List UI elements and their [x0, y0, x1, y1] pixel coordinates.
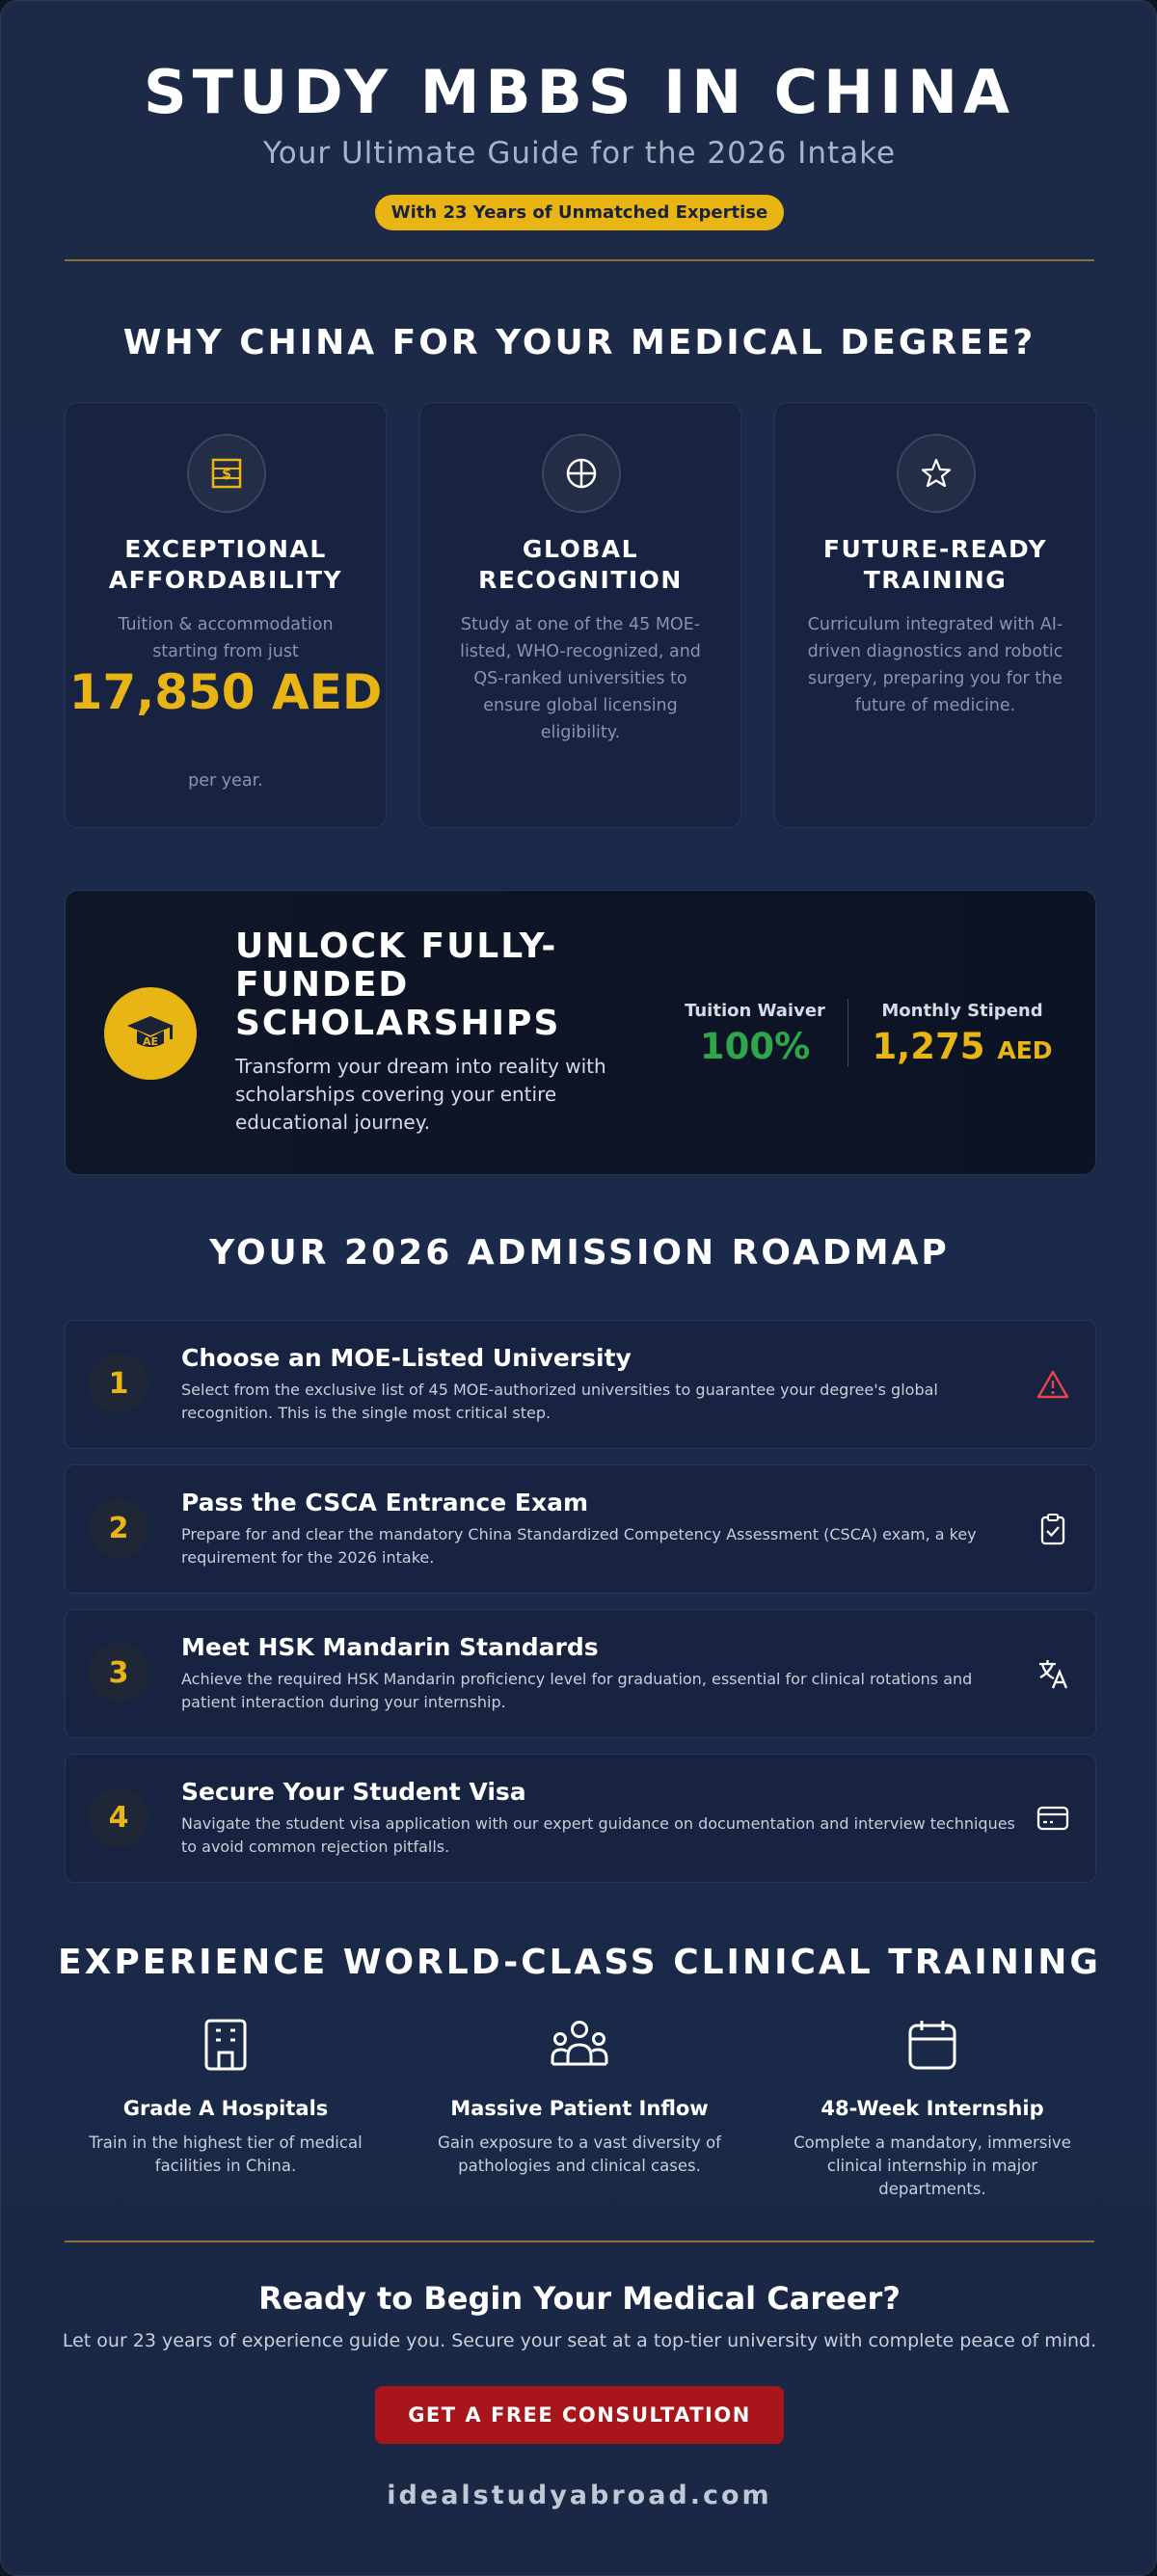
calendar-icon [761, 2018, 1104, 2076]
free-consultation-button[interactable]: GET A FREE CONSULTATION [375, 2386, 784, 2444]
why-card-title: FUTURE-READY TRAINING [822, 535, 1048, 594]
roadmap-step-1 [65, 1320, 1096, 1449]
clinical-item-title: Grade A Hospitals [122, 2097, 329, 2120]
roadmap-section-title: YOUR 2026 ADMISSION ROADMAP [209, 1233, 950, 1273]
language-icon [1034, 1654, 1072, 1693]
why-card-text: Curriculum integrated with AI-driven diagnostics and robotic surgery, preparing you for the future of medicine. [807, 615, 1063, 715]
clinical-item-text: Gain exposure to a vast diversity of pathologies and clinical cases. [438, 2133, 721, 2175]
card-icon [1034, 1799, 1072, 1838]
page-title: STUDY MBBS IN CHINA [143, 57, 1016, 127]
step-title: Meet HSK Mandarin Standards [181, 1633, 599, 1661]
step-description: Prepare for and clear the mandatory China Standardized Competency Assessment (CSCA) exam, a key requirement for the 2026 intake. [181, 1525, 977, 1567]
warning-icon [1034, 1365, 1072, 1404]
roadmap-step-4 [65, 1754, 1096, 1883]
roadmap-step-2 [65, 1464, 1096, 1594]
scholarship-description: Transform your dream into reality with scholarships covering your entire educational journey. [235, 1055, 606, 1134]
svg-text:$: $ [222, 467, 231, 482]
clinical-item-title: 48-Week Internship [821, 2097, 1044, 2120]
why-card-recognition [419, 402, 741, 828]
header-divider [65, 259, 1094, 261]
globe-icon [542, 434, 621, 513]
why-card-title: GLOBAL RECOGNITION [478, 535, 683, 594]
clinical-item-title: Massive Patient Inflow [450, 2097, 709, 2120]
why-card-affordability [65, 402, 387, 828]
step-description: Achieve the required HSK Mandarin proficiency level for graduation, essential for clinical rotations and patient interaction during your internship. [181, 1670, 973, 1711]
stat-value-stipend [866, 1026, 1059, 1067]
clinical-item-text: Complete a mandatory, immersive clinical internship in major departments. [794, 2133, 1071, 2198]
people-icon [408, 2018, 751, 2076]
why-card-text-after: per year. [188, 771, 263, 791]
tuition-icon [187, 434, 266, 513]
stat-label-stipend: Monthly Stipend [881, 1001, 1043, 1021]
step-title: Secure Your Student Visa [181, 1778, 526, 1806]
step-number: 4 [89, 1787, 148, 1847]
step-number: 1 [89, 1354, 148, 1413]
expertise-badge: With 23 Years of Unmatched Expertise [375, 195, 784, 230]
clinical-section-title: EXPERIENCE WORLD-CLASS CLINICAL TRAINING [58, 1943, 1101, 1982]
clinical-item-patients [408, 2018, 751, 2178]
step-number: 2 [89, 1498, 148, 1558]
graduation-cap-icon [104, 987, 197, 1080]
step-title: Choose an MOE-Listed University [181, 1344, 632, 1372]
stat-value-tuition: 100% [699, 1026, 811, 1067]
svg-text:AE: AE [142, 1035, 159, 1048]
stipend-amount: 1,275 [872, 1026, 985, 1067]
hospital-icon [54, 2018, 397, 2076]
clinical-item-internship [761, 2018, 1104, 2201]
why-section-title: WHY CHINA FOR YOUR MEDICAL DEGREE? [122, 323, 1036, 362]
why-card-training [774, 402, 1096, 828]
stat-label-tuition: Tuition Waiver [685, 1001, 825, 1021]
why-card-text: Tuition & accommodation starting from just [118, 615, 334, 661]
why-card-text: Study at one of the 45 MOE-listed, WHO-recognized, and QS-ranked universities to ensure global licensing eligibility. [460, 615, 701, 742]
roadmap-step-3 [65, 1609, 1096, 1738]
step-description: Select from the exclusive list of 45 MOE-authorized universities to guarantee your degree's global recognition. This is the single most critical step. [181, 1381, 938, 1422]
scholarship-title: UNLOCK FULLY-FUNDED SCHOLARSHIPS [235, 926, 561, 1043]
clinical-item-hospitals [54, 2018, 397, 2178]
cta-divider [65, 2241, 1094, 2242]
website-link[interactable]: idealstudyabroad.com [387, 2481, 772, 2510]
page-subtitle: Your Ultimate Guide for the 2026 Intake [262, 136, 897, 171]
clinical-item-text: Train in the highest tier of medical facilities in China. [89, 2133, 363, 2175]
clipboard-check-icon [1034, 1510, 1072, 1548]
step-number: 3 [89, 1643, 148, 1703]
scholarship-banner [65, 890, 1096, 1175]
step-title: Pass the CSCA Entrance Exam [181, 1489, 589, 1516]
cta-title: Ready to Begin Your Medical Career? [258, 2280, 901, 2317]
price-highlight: 17,850 AED [68, 664, 383, 720]
stipend-unit: AED [997, 1036, 1053, 1064]
star-icon [897, 434, 976, 513]
why-card-title: EXCEPTIONAL AFFORDABILITY [108, 535, 343, 594]
step-description: Navigate the student visa application with our expert guidance on documentation and interview techniques to avoid common rejection pitfalls. [181, 1814, 1015, 1856]
cta-text: Let our 23 years of experience guide you. Secure your seat at a top-tier university with complete peace of mind. [62, 2330, 1097, 2351]
